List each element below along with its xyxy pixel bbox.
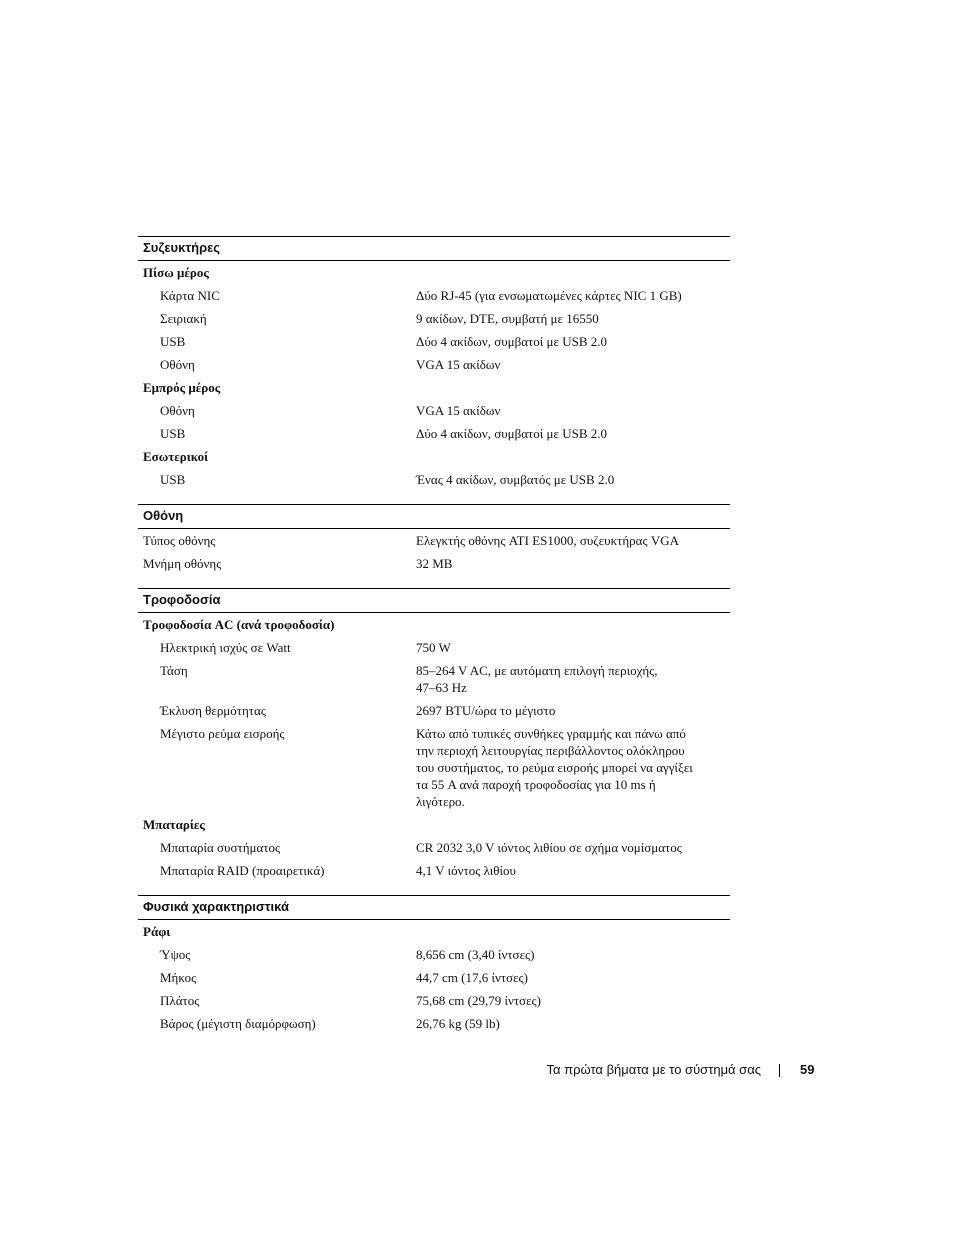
spec-row: [138, 966, 730, 989]
spec-row: [138, 836, 730, 859]
spec-section: [138, 236, 730, 491]
spec-row: [138, 659, 730, 699]
spec-label: USB: [160, 426, 186, 441]
spec-value: 2697 BTU/ώρα το μέγιστο: [416, 703, 556, 718]
spec-section: [138, 588, 730, 882]
page-number: 59: [800, 1062, 815, 1077]
spec-value: 8,656 cm (3,40 ίντσες): [416, 947, 535, 962]
spec-label: Ύψος: [160, 947, 191, 962]
spec-row: [138, 552, 730, 575]
spec-row: [138, 353, 730, 376]
spec-value: Ένας 4 ακίδων, συμβατός με USB 2.0: [416, 472, 615, 487]
spec-label: Σειριακή: [160, 311, 207, 326]
spec-value: 75,68 cm (29,79 ίντσες): [416, 993, 542, 1008]
spec-label: Μνήμη οθόνης: [143, 556, 222, 571]
spec-label: Μπαταρία RAID (προαιρετικά): [160, 863, 325, 878]
spec-label: Οθόνη: [160, 357, 195, 372]
spec-value: 4,1 V ιόντος λιθίου: [416, 863, 516, 878]
subsection-heading: Τροφοδοσία AC (ανά τροφοδοσία): [143, 617, 335, 632]
spec-label: USB: [160, 334, 186, 349]
spec-row: [138, 636, 730, 659]
spec-value: 32 MB: [416, 556, 453, 571]
subsection-heading: Μπαταρίες: [143, 817, 205, 832]
spec-row: [138, 529, 730, 552]
spec-row: [138, 722, 730, 813]
footer-title: Τα πρώτα βήματα με το σύστημά σας: [546, 1062, 761, 1077]
spec-row: [138, 284, 730, 307]
spec-row: [138, 422, 730, 445]
section-title: Συζευκτήρες: [138, 236, 730, 261]
spec-label: Έκλυση θερμότητας: [160, 703, 266, 718]
spec-row: [138, 859, 730, 882]
footer-separator: [779, 1064, 780, 1077]
spec-label: USB: [160, 472, 186, 487]
spec-table: [138, 236, 730, 1048]
spec-value: Δύο RJ-45 (για ενσωματωμένες κάρτες NIC 1 GB): [416, 288, 682, 303]
section-title: Φυσικά χαρακτηριστικά: [138, 895, 730, 920]
spec-section: [138, 504, 730, 575]
spec-row: [138, 330, 730, 353]
spec-row: [138, 468, 730, 491]
spec-value: Ελεγκτής οθόνης ATI ES1000, συζευκτήρας VGA: [416, 533, 680, 548]
spec-value: 26,76 kg (59 lb): [416, 1016, 500, 1031]
spec-label: Οθόνη: [160, 403, 195, 418]
spec-label: Μήκος: [160, 970, 197, 985]
subsection-heading: Ράφι: [143, 924, 171, 939]
spec-value: VGA 15 ακίδων: [416, 403, 501, 418]
subsection-heading: Εμπρός μέρος: [143, 380, 221, 395]
spec-row: [138, 699, 730, 722]
spec-value: 85–264 V AC, με αυτόματη επιλογή περιοχής, 47–63 Hz: [416, 663, 658, 695]
subsection-heading: Εσωτερικοί: [143, 449, 209, 464]
spec-value: 750 W: [416, 640, 451, 655]
spec-label: Τύπος οθόνης: [143, 533, 216, 548]
spec-label: Μπαταρία συστήματος: [160, 840, 281, 855]
spec-row: [138, 307, 730, 330]
spec-row: [138, 989, 730, 1012]
section-title: Τροφοδοσία: [138, 588, 730, 613]
subsection-heading: Πίσω μέρος: [143, 265, 209, 280]
spec-label: Βάρος (μέγιστη διαμόρφωση): [160, 1016, 316, 1031]
spec-value: CR 2032 3,0 V ιόντος λιθίου σε σχήμα νομίσματος: [416, 840, 682, 855]
spec-label: Κάρτα NIC: [160, 288, 220, 303]
spec-label: Μέγιστο ρεύμα εισροής: [160, 726, 285, 741]
spec-label: Πλάτος: [160, 993, 200, 1008]
spec-row: [138, 1012, 730, 1035]
spec-value: VGA 15 ακίδων: [416, 357, 501, 372]
spec-row: [138, 399, 730, 422]
spec-label: Τάση: [160, 663, 188, 678]
spec-value: Κάτω από τυπικές συνθήκες γραμμής και πάνω από την περιοχή λειτουργίας περιβάλλοντος ολόκληρου του συστήματος, το ρεύμα εισροής μπορεί να αγγίξει τα 55 A ανά παροχή τροφοδοσίας για 10 ms ή λιγότερο.: [416, 726, 693, 809]
spec-label: Ηλεκτρική ισχύς σε Watt: [160, 640, 291, 655]
section-title: Οθόνη: [138, 504, 730, 529]
spec-value: Δύο 4 ακίδων, συμβατοί με USB 2.0: [416, 426, 607, 441]
spec-row: [138, 943, 730, 966]
spec-value: 9 ακίδων, DTE, συμβατή με 16550: [416, 311, 599, 326]
spec-value: Δύο 4 ακίδων, συμβατοί με USB 2.0: [416, 334, 607, 349]
spec-section: [138, 895, 730, 1035]
spec-value: 44,7 cm (17,6 ίντσες): [416, 970, 529, 985]
